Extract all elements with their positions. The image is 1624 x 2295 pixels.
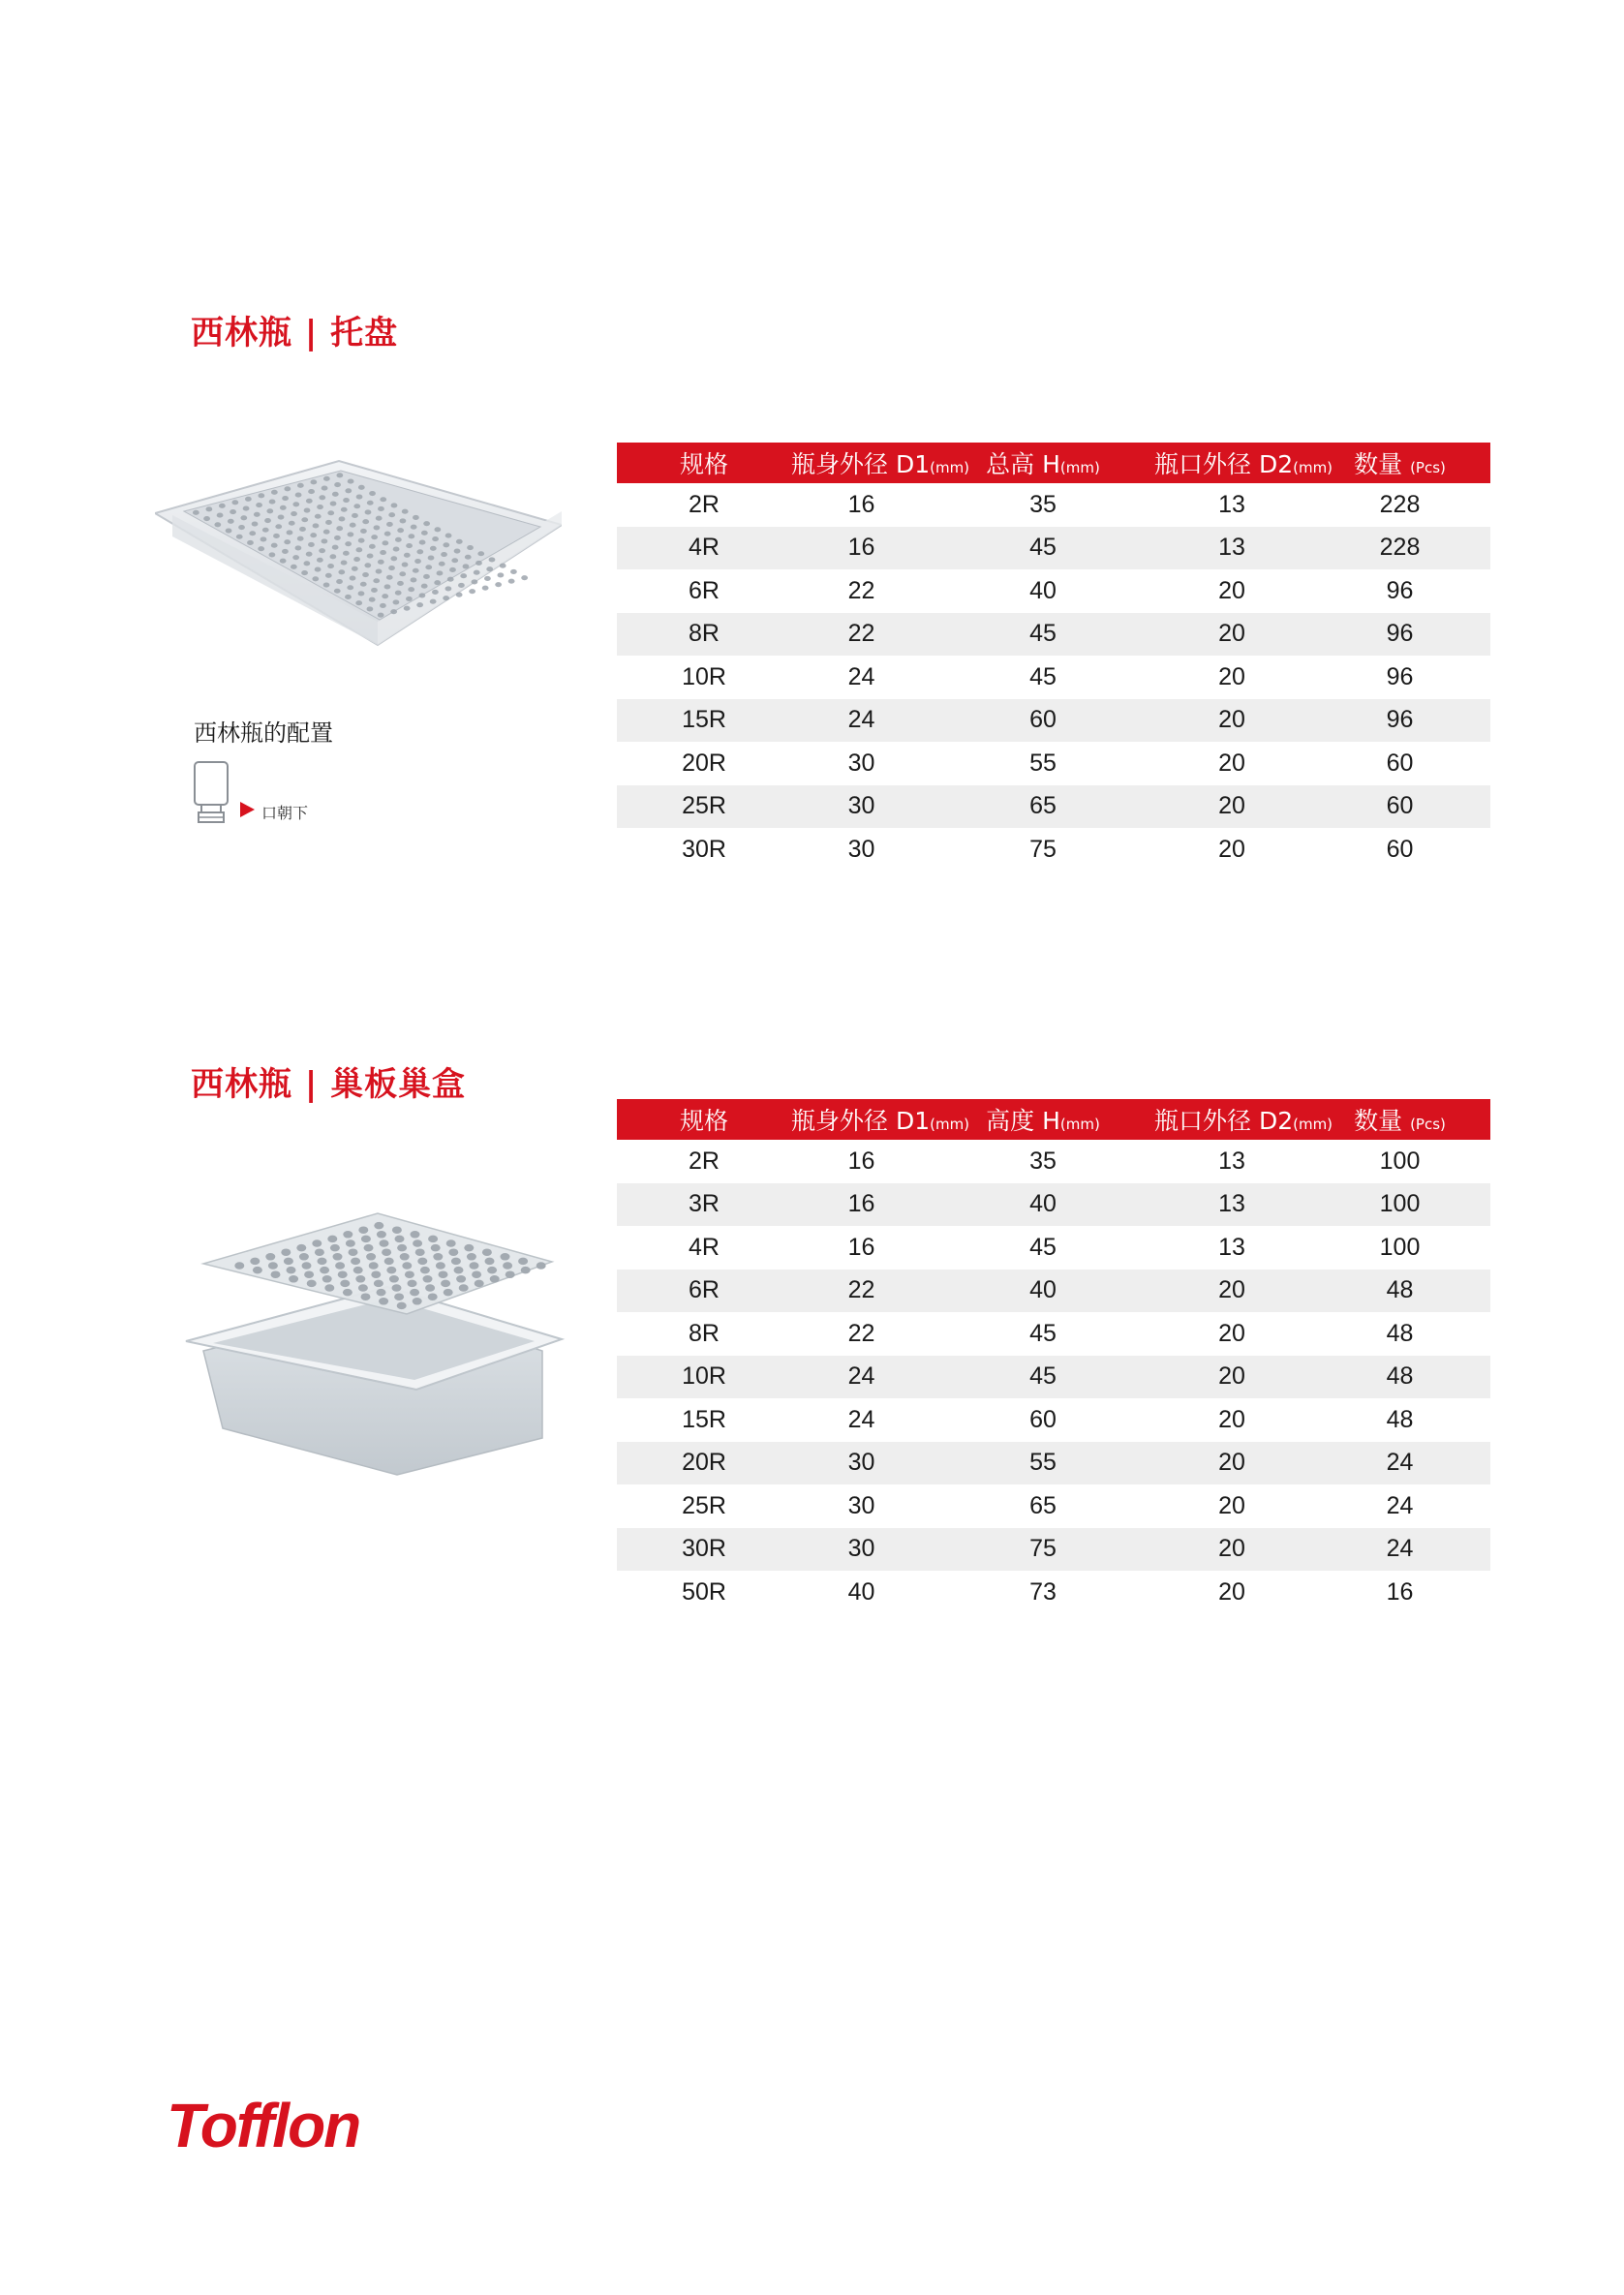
cell-height: 75 [1029, 835, 1057, 863]
cell-d1: 22 [847, 1319, 875, 1347]
cell-height: 35 [1029, 490, 1057, 518]
cell-d1: 22 [847, 576, 875, 604]
cell-quantity: 24 [1309, 1528, 1490, 1572]
cell-d2: 20 [1218, 1405, 1245, 1433]
nest-tub-spec-table [617, 1099, 1490, 1614]
cell-quantity: 96 [1309, 613, 1490, 657]
vial-config-label: 西林瓶的配置 [194, 719, 333, 747]
cell-quantity: 48 [1309, 1270, 1490, 1313]
cell-height: 45 [1029, 1319, 1057, 1347]
cell-height: 45 [932, 527, 1154, 570]
cell-height: 55 [932, 1442, 1154, 1485]
cell-d1: 16 [847, 490, 875, 518]
table-row [617, 613, 1490, 657]
cell-d1: 24 [791, 1356, 932, 1399]
table-header-row [617, 443, 1490, 483]
cell-d1: 30 [791, 1442, 932, 1485]
cell-size: 50R [682, 1577, 726, 1606]
cell-d2: 20 [1154, 613, 1309, 657]
cell-d2: 20 [1154, 1528, 1309, 1572]
cell-d1: 30 [847, 749, 875, 777]
cell-d1: 30 [791, 785, 932, 829]
cell-quantity: 96 [1386, 662, 1414, 690]
cell-height: 40 [1029, 576, 1057, 604]
vial-tray-image [155, 455, 562, 649]
header-size: 规格 [617, 443, 791, 483]
cell-d2: 20 [1218, 576, 1245, 604]
table-row [617, 828, 1490, 872]
cell-size: 6R [617, 1270, 791, 1313]
cell-d1: 24 [791, 699, 932, 743]
cell-quantity: 100 [1379, 1233, 1421, 1261]
header-height: 高度 H(mm) [932, 1099, 1154, 1140]
cell-d1: 16 [847, 1233, 875, 1261]
cell-d2: 13 [1218, 1147, 1245, 1175]
cell-height: 35 [1029, 1147, 1057, 1175]
cell-size: 3R [617, 1183, 791, 1227]
table-row [617, 1312, 1490, 1356]
cell-quantity: 96 [1386, 576, 1414, 604]
cell-d1: 16 [847, 1147, 875, 1175]
cell-d2: 20 [1154, 1356, 1309, 1399]
vial-icon [192, 760, 234, 824]
cell-size: 25R [682, 1491, 726, 1519]
cell-d2: 13 [1154, 1183, 1309, 1227]
cell-quantity: 24 [1386, 1491, 1414, 1519]
cell-d1: 40 [847, 1577, 875, 1606]
table-row [617, 1528, 1490, 1572]
cell-d1: 24 [847, 1405, 875, 1433]
header-body-diameter: 瓶身外径 D1(mm) [791, 443, 932, 483]
header-quantity: 数量 (Pcs) [1309, 1099, 1490, 1140]
cell-quantity: 16 [1386, 1577, 1414, 1606]
cell-height: 45 [1029, 662, 1057, 690]
cell-height: 75 [932, 1528, 1154, 1572]
table-row [617, 1442, 1490, 1485]
orientation-label: 口朝下 [261, 804, 309, 822]
cell-quantity: 228 [1379, 490, 1421, 518]
table-row [617, 1270, 1490, 1313]
cell-height: 60 [1029, 1405, 1057, 1433]
table-row [617, 569, 1490, 613]
cell-height: 65 [1029, 1491, 1057, 1519]
cell-quantity: 60 [1386, 749, 1414, 777]
cell-size: 10R [617, 1356, 791, 1399]
table-row [617, 1356, 1490, 1399]
cell-size: 8R [689, 1319, 720, 1347]
table-row [617, 527, 1490, 570]
cell-size: 15R [682, 1405, 726, 1433]
header-neck-diameter: 瓶口外径 D2(mm) [1154, 1099, 1309, 1140]
table-row [617, 1484, 1490, 1528]
table-row [617, 1183, 1490, 1227]
cell-d2: 20 [1218, 662, 1245, 690]
cell-height: 73 [1029, 1577, 1057, 1606]
header-body-diameter: 瓶身外径 D1(mm) [791, 1099, 932, 1140]
tofflon-logo: Tofflon [167, 2091, 360, 2160]
table-header-row [617, 1099, 1490, 1140]
cell-size: 8R [617, 613, 791, 657]
cell-d1: 30 [791, 1528, 932, 1572]
table-row [617, 483, 1490, 527]
cell-d1: 22 [791, 1270, 932, 1313]
cell-height: 45 [932, 1356, 1154, 1399]
cell-height: 65 [932, 785, 1154, 829]
cell-size: 6R [689, 576, 720, 604]
table-row [617, 785, 1490, 829]
cell-d1: 24 [847, 662, 875, 690]
table-row [617, 1398, 1490, 1442]
cell-d2: 20 [1218, 749, 1245, 777]
cell-d1: 16 [791, 1183, 932, 1227]
cell-d2: 20 [1218, 1319, 1245, 1347]
cell-d2: 20 [1154, 699, 1309, 743]
table-row [617, 1140, 1490, 1183]
cell-height: 45 [932, 613, 1154, 657]
header-neck-diameter: 瓶口外径 D2(mm) [1154, 443, 1309, 483]
cell-quantity: 100 [1379, 1147, 1421, 1175]
table-row [617, 1571, 1490, 1614]
cell-size: 20R [682, 749, 726, 777]
cell-size: 30R [682, 835, 726, 863]
play-icon [238, 801, 256, 818]
cell-quantity: 96 [1309, 699, 1490, 743]
cell-quantity: 228 [1309, 527, 1490, 570]
header-total-height: 总高 H(mm) [932, 443, 1154, 483]
table-row [617, 742, 1490, 785]
cell-d2: 13 [1218, 490, 1245, 518]
cell-size: 10R [682, 662, 726, 690]
cell-d1: 16 [791, 527, 932, 570]
cell-d1: 30 [847, 835, 875, 863]
cell-height: 60 [932, 699, 1154, 743]
section-title-nest-tub: 西林瓶 | 巢板巢盒 [191, 1065, 467, 1104]
cell-quantity: 100 [1309, 1183, 1490, 1227]
cell-size: 2R [689, 490, 720, 518]
cell-size: 25R [617, 785, 791, 829]
nest-tub-image [184, 1206, 571, 1477]
cell-height: 40 [932, 1270, 1154, 1313]
cell-d1: 22 [791, 613, 932, 657]
cell-d2: 20 [1154, 1442, 1309, 1485]
cell-quantity: 24 [1309, 1442, 1490, 1485]
cell-d2: 20 [1218, 1491, 1245, 1519]
table-row [617, 1226, 1490, 1270]
cell-d2: 20 [1154, 785, 1309, 829]
cell-height: 55 [1029, 749, 1057, 777]
table-row [617, 699, 1490, 743]
cell-d2: 20 [1154, 1270, 1309, 1313]
cell-quantity: 60 [1309, 785, 1490, 829]
section-title-tray: 西林瓶 | 托盘 [191, 314, 399, 352]
cell-d2: 13 [1154, 527, 1309, 570]
table-row [617, 656, 1490, 699]
cell-quantity: 48 [1386, 1405, 1414, 1433]
cell-size: 4R [689, 1233, 720, 1261]
cell-d2: 13 [1218, 1233, 1245, 1261]
cell-size: 15R [617, 699, 791, 743]
cell-d2: 20 [1218, 835, 1245, 863]
cell-d1: 30 [847, 1491, 875, 1519]
cell-height: 45 [1029, 1233, 1057, 1261]
tray-spec-table [617, 443, 1490, 872]
cell-height: 40 [932, 1183, 1154, 1227]
cell-quantity: 48 [1386, 1319, 1414, 1347]
header-size: 规格 [617, 1099, 791, 1140]
cell-size: 20R [617, 1442, 791, 1485]
cell-quantity: 48 [1309, 1356, 1490, 1399]
cell-size: 30R [617, 1528, 791, 1572]
header-quantity: 数量 (Pcs) [1309, 443, 1490, 483]
cell-size: 4R [617, 527, 791, 570]
cell-quantity: 60 [1386, 835, 1414, 863]
cell-d2: 20 [1218, 1577, 1245, 1606]
cell-size: 2R [689, 1147, 720, 1175]
